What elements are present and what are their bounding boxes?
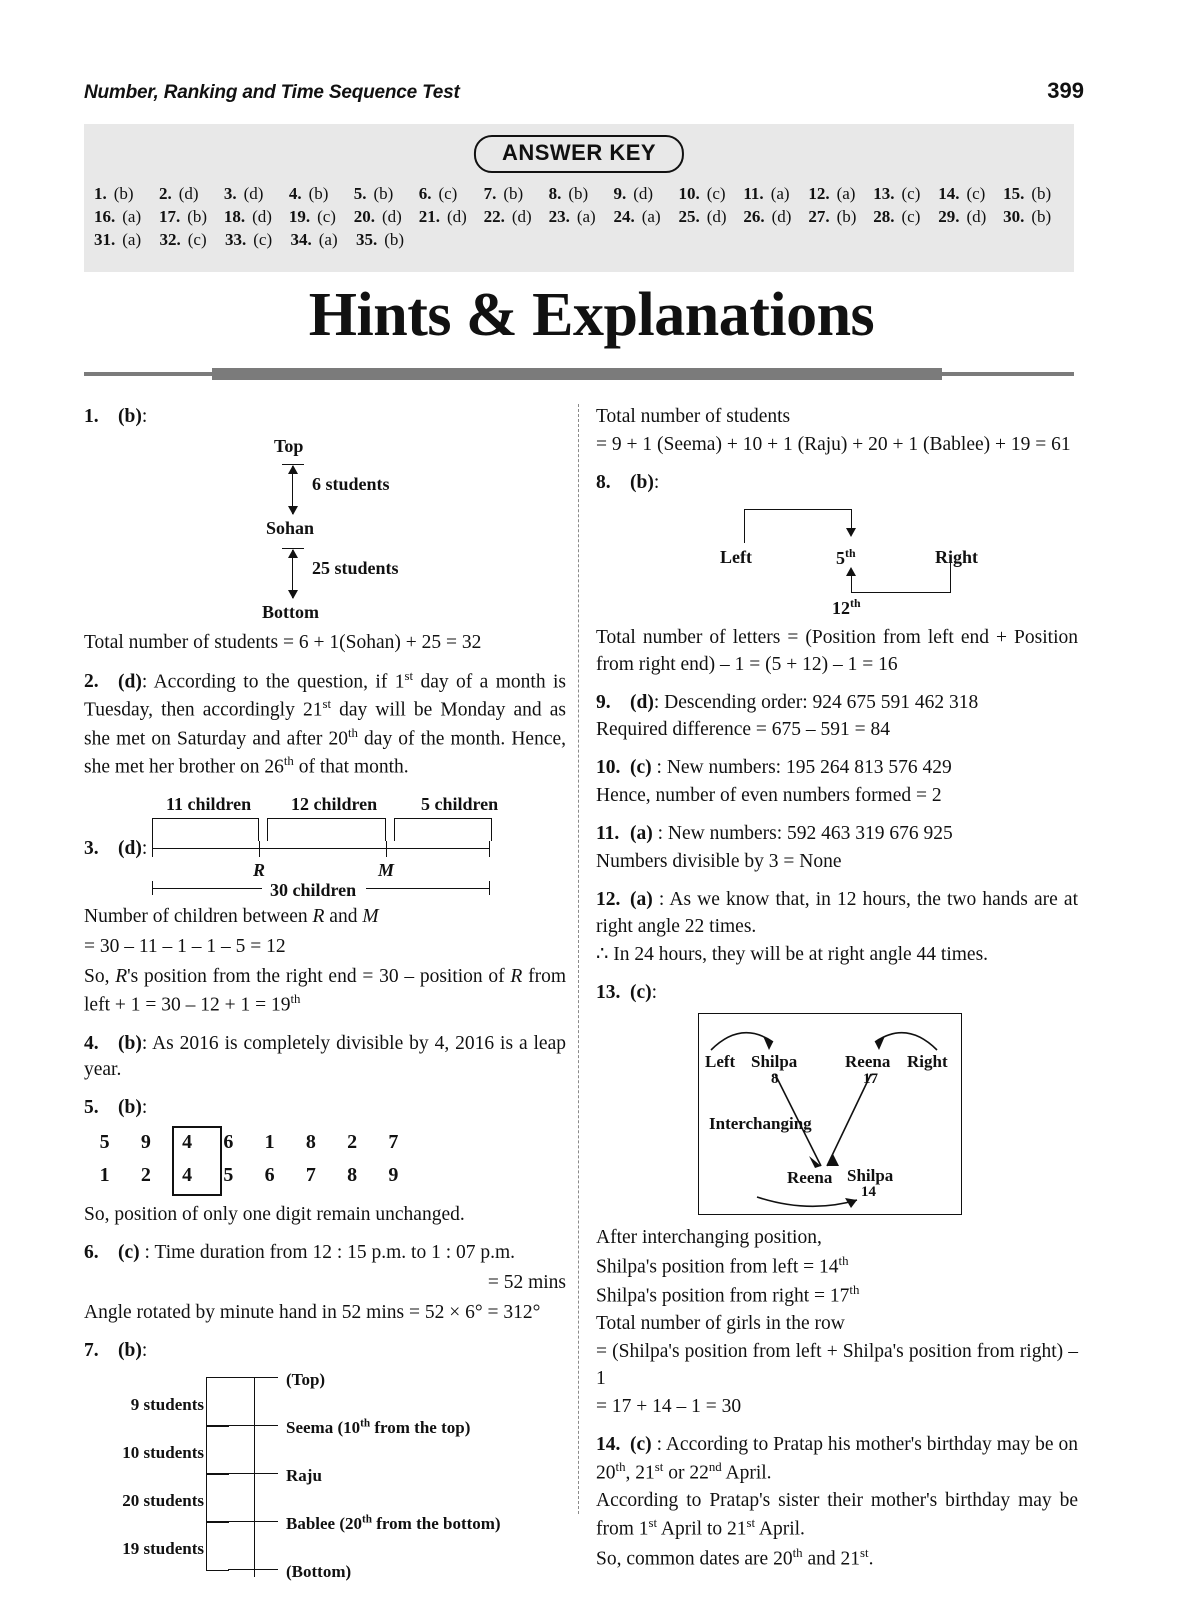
- answer-entry: 26. (d): [743, 207, 792, 226]
- q3-total-line-right: [366, 888, 490, 889]
- figure-q13-interchange-box: [698, 1013, 962, 1215]
- solution-13-l4: Total number of girls in the row: [596, 1313, 845, 1335]
- q1-label-gap-top: 6 students: [312, 473, 390, 494]
- answer-entry: 34. (a): [290, 230, 338, 249]
- q8-label-right: Right: [935, 546, 979, 567]
- solution-13-l6: = 17 + 14 – 1 = 30: [596, 1396, 742, 1418]
- figure-q1-vertical-line: [84, 434, 566, 626]
- q5-digit: 8: [347, 1164, 358, 1187]
- solution-8-heading: 8. (b):: [596, 471, 660, 493]
- q13-arc-left-to-shilpa: [711, 1032, 773, 1049]
- answer-entry: 5. (b): [353, 184, 394, 203]
- q13-num-reena-top: 17: [863, 1070, 878, 1087]
- solution-3-heading: 3. (d):: [84, 838, 148, 860]
- q5-digit: 2: [140, 1164, 151, 1187]
- q1-label-gap-bottom: 25 students: [312, 557, 399, 578]
- q1-arrow-down-1: [288, 506, 298, 515]
- answer-entry: 23. (a): [548, 207, 596, 226]
- q3-bracket-3: [394, 818, 492, 841]
- q13-label-reena-bottom: Reena: [787, 1167, 833, 1187]
- solution-11: [596, 821, 1078, 876]
- q13-label-reena-top: Reena: [845, 1051, 891, 1071]
- q13-arc-bottom: [757, 1197, 857, 1206]
- solution-8-line1: Total number of letters = (Position from left end + Position from right end) – 1 = (5 + 12) – 1 = 16: [596, 626, 1078, 675]
- solution-8: [596, 470, 1078, 679]
- solution-13-l1: After interchanging position,: [596, 1226, 822, 1248]
- q7-bracket-4: [206, 1521, 229, 1571]
- left-column: [84, 404, 566, 1605]
- solution-14: [596, 1432, 1078, 1573]
- q1-label-bottom: Bottom: [262, 601, 319, 622]
- page-header: [84, 78, 1084, 108]
- answer-entry: 15. (b): [1003, 184, 1052, 203]
- solution-2-text: 2. (d): According to the question, if 1st day of a month is Tuesday, then accordingly 21st day will be Monday and as she met on Saturday and after 20th day of the month. Hence, she met her brother on 26th of that month.: [84, 668, 567, 778]
- q13-arrowhead-reena-to-shilpa: [827, 1154, 839, 1166]
- q8-label-bottom: 12th: [832, 595, 861, 618]
- solution-13: [596, 980, 1078, 1421]
- figure-q7-ladder: [84, 1369, 566, 1594]
- column-divider: [578, 404, 579, 1514]
- q3-total-tick-right: [489, 881, 490, 895]
- solution-7-continued: [596, 404, 1078, 459]
- answer-entry: 1. (b): [94, 184, 134, 203]
- q5-digit: 7: [305, 1164, 316, 1187]
- q3-tick-r: [259, 841, 260, 857]
- solution-14-l2: According to Pratap's sister their mother's birthday may be from 1st April to 21st April.: [596, 1490, 1078, 1540]
- q3-seg1-label: 11 children: [166, 794, 252, 815]
- answer-entry: 17. (b): [158, 207, 208, 226]
- q3-tick-m: [386, 841, 387, 857]
- q5-row-1: [84, 1126, 414, 1159]
- solution-5: [84, 1095, 566, 1229]
- answer-entry: 35. (b): [356, 230, 405, 249]
- answer-entry: 11. (a): [743, 184, 790, 203]
- q3-mark-m: M: [378, 860, 395, 881]
- q8-top-left-vertical: [744, 509, 745, 543]
- solution-11-line2: Numbers divisible by 3 = None: [596, 851, 842, 873]
- solution-2: [84, 668, 566, 782]
- answer-entry: 6. (c): [418, 184, 458, 203]
- q13-label-left: Left: [705, 1051, 736, 1071]
- answer-entry: 10. (c): [678, 184, 726, 203]
- q5-digit: 5: [99, 1131, 110, 1154]
- q3-bracket-1: [152, 818, 259, 841]
- solution-5-note: So, position of only one digit remain unchanged.: [84, 1204, 465, 1226]
- solution-3: [84, 792, 566, 1019]
- q8-label-center: 5th: [836, 545, 856, 568]
- q5-digit: 9: [140, 1131, 151, 1154]
- running-head-title: Number, Ranking and Time Sequence Test: [84, 82, 460, 103]
- q13-label-right: Right: [907, 1051, 948, 1071]
- solution-6-text: 6. (c) : Time duration from 12 : 15 p.m. to 1 : 07 p.m.: [84, 1242, 516, 1264]
- figure-q8-positions: [596, 501, 1078, 619]
- q5-digit: 5: [223, 1164, 234, 1187]
- q8-arrow-down: [846, 528, 856, 537]
- solution-5-heading: 5. (b):: [84, 1097, 148, 1119]
- answer-entry: 25. (d): [678, 207, 727, 226]
- q5-digit: 4: [182, 1131, 193, 1154]
- q5-digit: 1: [99, 1164, 110, 1187]
- solution-6-line2: Angle rotated by minute hand in 52 mins = 52 × 6° = 312°: [84, 1302, 541, 1323]
- answer-entry: 16. (a): [94, 207, 142, 226]
- q7-rung-bablee: [228, 1521, 278, 1522]
- answer-key-rows: [94, 184, 1068, 253]
- title-rule: [84, 368, 1074, 380]
- q3-seg2-label: 12 children: [291, 794, 378, 815]
- answer-entry: 24. (a): [613, 207, 661, 226]
- q5-digit: 9: [388, 1164, 399, 1187]
- q13-label-shilpa-bottom: Shilpa: [847, 1165, 894, 1185]
- solution-9-text: 9. (d): Descending order: 924 675 591 462 318: [596, 691, 979, 713]
- answer-key-band: [84, 124, 1074, 272]
- solution-10: [596, 755, 1078, 810]
- q7-right-label-top: (Top): [286, 1369, 326, 1389]
- answer-entry: 30. (b): [1003, 207, 1052, 226]
- answer-entry: 28. (c): [873, 207, 921, 226]
- answer-entry: 20. (d): [353, 207, 402, 226]
- q3-tick-end: [489, 841, 490, 857]
- answer-entry: 3. (d): [223, 184, 264, 203]
- page-number: 399: [1047, 78, 1084, 103]
- q7-right-label-bablee: Bablee (20th from the bottom): [286, 1513, 501, 1533]
- solution-3-line2: = 30 – 11 – 1 – 1 – 5 = 12: [84, 936, 286, 958]
- q5-digit: 6: [223, 1131, 234, 1154]
- q7-rung-raju: [228, 1473, 278, 1474]
- answer-entry: 21. (d): [418, 207, 467, 226]
- solution-13-l5: = (Shilpa's position from left + Shilpa's position from right) – 1: [596, 1341, 1078, 1390]
- solution-6: [84, 1240, 566, 1327]
- q3-total-label: 30 children: [270, 880, 357, 901]
- solution-6-result: = 52 mins: [487, 1272, 566, 1294]
- q3-total-line-left: [152, 888, 262, 889]
- answer-key-row: [94, 230, 1068, 250]
- answer-entry: 18. (d): [223, 207, 272, 226]
- solution-10-line2: Hence, number of even numbers formed = 2: [596, 785, 942, 807]
- answer-entry: 33. (c): [225, 230, 273, 249]
- answer-entry: 9. (d): [613, 184, 654, 203]
- solution-7-heading: 7. (b):: [84, 1339, 148, 1361]
- q1-arrow-up-2: [288, 549, 298, 558]
- q5-digit: 2: [347, 1131, 358, 1154]
- solution-4-text: 4. (b): As 2016 is completely divisible by 4, 2016 is a leap year.: [84, 1032, 566, 1081]
- solution-10-text: 10. (c) : New numbers: 195 264 813 576 429: [596, 757, 952, 779]
- q8-top-right-vertical: [851, 509, 852, 529]
- answer-entry: 14. (c): [938, 184, 986, 203]
- solution-12-text: 12. (a) : As we know that, in 12 hours, the two hands are at right angle 22 times.: [596, 888, 1078, 937]
- q5-digit: 7: [388, 1131, 399, 1154]
- solution-3-line1: Number of children between R and M: [84, 906, 379, 928]
- q5-digit: 4: [182, 1164, 193, 1187]
- q3-tick-start: [152, 841, 153, 857]
- q3-seg3-label: 5 children: [421, 794, 499, 815]
- answer-entry: 13. (c): [873, 184, 921, 203]
- solution-9: [596, 690, 1078, 745]
- solution-11-text: 11. (a) : New numbers: 592 463 319 676 925: [596, 823, 953, 845]
- q7-right-label-bottom: (Bottom): [286, 1561, 352, 1581]
- solution-4: [84, 1031, 566, 1085]
- solution-7-cont-line1: Total number of students: [596, 406, 791, 427]
- q7-right-label-raju: Raju: [286, 1465, 322, 1485]
- q3-bracket-2: [267, 818, 386, 841]
- q3-axis: [152, 848, 490, 849]
- q8-bottom-right-vertical: [950, 559, 951, 593]
- solution-9-line2: Required difference = 675 – 591 = 84: [596, 719, 891, 741]
- solution-13-l2: Shilpa's position from left = 14th: [596, 1253, 849, 1277]
- solution-1: [84, 404, 566, 657]
- answer-entry: 27. (b): [808, 207, 857, 226]
- q13-label-shilpa-top: Shilpa: [751, 1051, 798, 1071]
- q7-right-label-seema: Seema (10th from the top): [286, 1417, 471, 1437]
- right-column: [596, 404, 1078, 1584]
- solution-7-cont-line2: = 9 + 1 (Seema) + 10 + 1 (Raju) + 20 + 1 (Bablee) + 19 = 61: [596, 433, 1071, 455]
- solution-7: [84, 1338, 566, 1594]
- answer-key-heading: ANSWER KEY: [474, 135, 684, 173]
- q8-bottom-center-vertical: [851, 575, 852, 593]
- solution-12-line2: ∴ In 24 hours, they will be at right angle 44 times.: [596, 943, 989, 965]
- q5-digit: 8: [305, 1131, 316, 1154]
- q7-rung-top: [228, 1377, 278, 1378]
- q7-bracket-3: [206, 1473, 229, 1523]
- answer-entry: 2. (d): [158, 184, 199, 203]
- solution-12: [596, 887, 1078, 969]
- q13-label-interchanging: Interchanging: [709, 1113, 812, 1133]
- solution-3-line3: So, R's position from the right end = 30 – position of R from left + 1 = 30 – 12 + 1 = 19th: [84, 966, 567, 1016]
- answer-entry: 7. (b): [483, 184, 524, 203]
- q7-left-label: 9 students: [130, 1394, 204, 1414]
- q7-rung-bottom: [228, 1569, 278, 1570]
- rule-thick: [212, 368, 942, 380]
- q5-row-2: [84, 1159, 414, 1192]
- solution-13-l3: Shilpa's position from right = 17th: [596, 1282, 860, 1307]
- answer-entry: 31. (a): [94, 230, 142, 249]
- q3-total-tick-left: [152, 881, 153, 895]
- q1-label-top: Top: [274, 435, 304, 456]
- q1-label-middle: Sohan: [266, 517, 315, 538]
- answer-entry: 29. (d): [938, 207, 987, 226]
- q7-bracket-2: [206, 1425, 229, 1475]
- answer-entry: 12. (a): [808, 184, 856, 203]
- q5-digit: 1: [264, 1131, 275, 1154]
- q1-arrow-up-1: [288, 465, 298, 474]
- q5-digit: 6: [264, 1164, 275, 1187]
- q3-mark-r: R: [253, 860, 266, 881]
- q13-arc-right-to-reena: [875, 1032, 937, 1049]
- q7-bracket-1: [206, 1377, 229, 1427]
- q7-left-label: 10 students: [122, 1442, 204, 1462]
- figure-q5-digit-grid: [84, 1126, 414, 1192]
- solution-1-heading: 1. (b):: [84, 406, 148, 427]
- figure-q3-number-line: [84, 792, 566, 902]
- answer-entry: 19. (c): [288, 207, 336, 226]
- answer-entry: 4. (b): [288, 184, 329, 203]
- q7-rung-seema: [228, 1425, 278, 1426]
- q7-left-label: 20 students: [122, 1490, 204, 1510]
- q8-top-horizontal: [744, 509, 852, 510]
- q7-left-label: 19 students: [122, 1538, 204, 1558]
- solution-14-l3: So, common dates are 20th and 21st.: [596, 1545, 874, 1570]
- answer-key-row: [94, 184, 1068, 204]
- q13-num-shilpa-bottom: 14: [861, 1183, 876, 1200]
- q1-arrow-down-2: [288, 590, 298, 599]
- solution-1-total: Total number of students = 6 + 1(Sohan) + 25 = 32: [84, 631, 482, 653]
- answer-entry: 22. (d): [483, 207, 532, 226]
- q7-spine: [254, 1377, 255, 1577]
- answer-key-row: [94, 207, 1068, 227]
- answer-entry: 32. (c): [159, 230, 207, 249]
- solution-14-text: 14. (c) : According to Pratap his mother's birthday may be on 20th, 21st or 22nd April.: [596, 1433, 1078, 1484]
- q13-num-shilpa-top: 8: [771, 1070, 779, 1087]
- q8-label-left: Left: [720, 546, 752, 567]
- answer-entry: 8. (b): [548, 184, 589, 203]
- section-title: Hints & Explanations: [308, 281, 875, 349]
- solution-13-heading: 13. (c):: [596, 981, 658, 1003]
- q8-bottom-horizontal: [851, 592, 951, 593]
